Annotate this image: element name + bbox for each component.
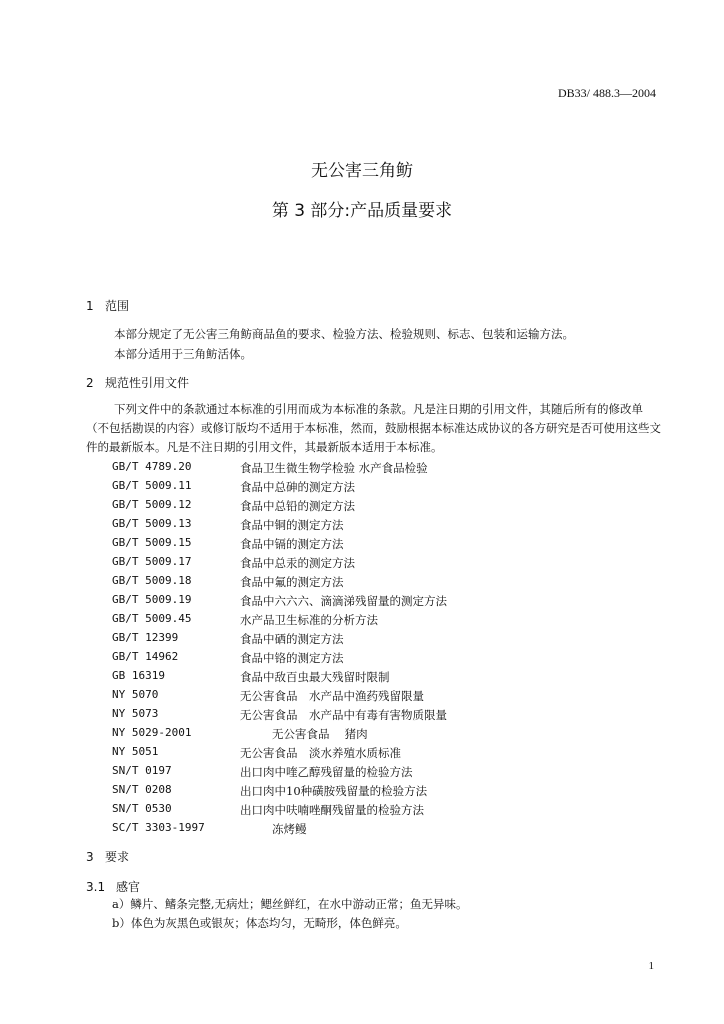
page-number: 1 xyxy=(648,960,654,972)
reference-title: 食品中六六六、滴滴涕残留量的测定方法 xyxy=(240,594,447,608)
document-title: 无公害三角鲂 xyxy=(311,161,413,181)
reference-code: SN/T 0197 xyxy=(112,764,172,777)
reference-code: GB/T 5009.13 xyxy=(112,517,192,530)
reference-title: 食品中铬的测定方法 xyxy=(240,651,344,665)
reference-code: NY 5029-2001 xyxy=(112,726,192,739)
document-subtitle: 第 3 部分:产品质量要求 xyxy=(271,201,453,221)
reference-code: GB/T 12399 xyxy=(112,631,179,644)
reference-title: 食品中氟的测定方法 xyxy=(240,575,344,589)
section-2-intro: 下列文件中的条款通过本标准的引用而成为本标准的条款。凡是注日期的引用文件，其随后所有的修改单（不包括勘误的内容）或修订版均不适用于本标准，然而，鼓励根据本标准达成协议的各方研究是否可使用这些文件的最新版本。凡是不注日期的引用文件，其最新版本适用于本标准。 xyxy=(86,402,661,454)
reference-title: 冻烤鳗 xyxy=(272,822,307,836)
section-3-1-heading xyxy=(86,878,140,895)
reference-code: GB/T 5009.45 xyxy=(112,612,192,625)
reference-title: 出口肉中10种磺胺残留量的检验方法 xyxy=(240,784,428,798)
reference-code: SC/T 3303-1997 xyxy=(112,821,205,834)
reference-title: 出口肉中呋喃唑酮残留量的检验方法 xyxy=(240,803,424,817)
document-number: DB33/ 488.3—2004 xyxy=(557,86,656,100)
section-1-heading xyxy=(86,297,129,314)
reference-code: GB/T 5009.19 xyxy=(112,593,192,606)
reference-code: NY 5070 xyxy=(112,688,159,701)
reference-code: NY 5051 xyxy=(112,745,159,758)
section-3-heading xyxy=(86,848,129,865)
section-1-line: 本部分适用于三角鲂活体。 xyxy=(114,347,252,361)
reference-code: GB/T 4789.20 xyxy=(112,460,192,473)
reference-title: 食品中镉的测定方法 xyxy=(240,537,344,551)
reference-title: 无公害食品 水产品中渔药残留限量 xyxy=(240,689,424,703)
section-title: 要求 xyxy=(105,850,130,864)
reference-title: 无公害食品 水产品中有毒有害物质限量 xyxy=(240,708,447,722)
reference-code: GB/T 5009.11 xyxy=(112,479,192,492)
reference-title: 水产品卫生标准的分析方法 xyxy=(240,613,378,627)
reference-title: 食品中铜的测定方法 xyxy=(240,518,344,532)
section-number: 1 xyxy=(86,299,94,313)
reference-title: 食品中硒的测定方法 xyxy=(240,632,344,646)
section-title: 规范性引用文件 xyxy=(105,376,190,390)
reference-title: 无公害食品 猪肉 xyxy=(272,727,368,741)
reference-title: 出口肉中喹乙醇残留量的检验方法 xyxy=(240,765,413,779)
reference-code: GB/T 5009.18 xyxy=(112,574,192,587)
reference-title: 无公害食品 淡水养殖水质标准 xyxy=(240,746,401,760)
reference-title: 食品中敌百虫最大残留时限制 xyxy=(240,670,390,684)
reference-code: GB/T 14962 xyxy=(112,650,179,663)
section-title: 感官 xyxy=(116,880,141,894)
section-number: 3.1 xyxy=(86,880,106,894)
reference-code: GB/T 5009.17 xyxy=(112,555,192,568)
section-number: 2 xyxy=(86,376,94,390)
requirement-item: a）鳞片、鳍条完整,无病灶；鳃丝鲜红，在水中游动正常；鱼无异味。 xyxy=(112,897,468,911)
reference-title: 食品中总砷的测定方法 xyxy=(240,480,355,494)
reference-title: 食品中总铅的测定方法 xyxy=(240,499,355,513)
reference-code: GB/T 5009.12 xyxy=(112,498,192,511)
reference-code: SN/T 0530 xyxy=(112,802,172,815)
reference-code: NY 5073 xyxy=(112,707,159,720)
reference-code: GB/T 5009.15 xyxy=(112,536,192,549)
section-2-heading xyxy=(86,374,189,391)
reference-code: GB 16319 xyxy=(112,669,165,682)
reference-title: 食品中总汞的测定方法 xyxy=(240,556,355,570)
section-1-line: 本部分规定了无公害三角鲂商品鱼的要求、检验方法、检验规则、标志、包装和运输方法。 xyxy=(114,327,574,341)
section-title: 范围 xyxy=(105,299,130,313)
section-number: 3 xyxy=(86,850,94,864)
reference-title: 食品卫生微生物学检验 水产食品检验 xyxy=(240,461,428,475)
reference-code: SN/T 0208 xyxy=(112,783,172,796)
requirement-item: b）体色为灰黑色或银灰；体态均匀，无畸形，体色鲜亮。 xyxy=(112,916,407,930)
